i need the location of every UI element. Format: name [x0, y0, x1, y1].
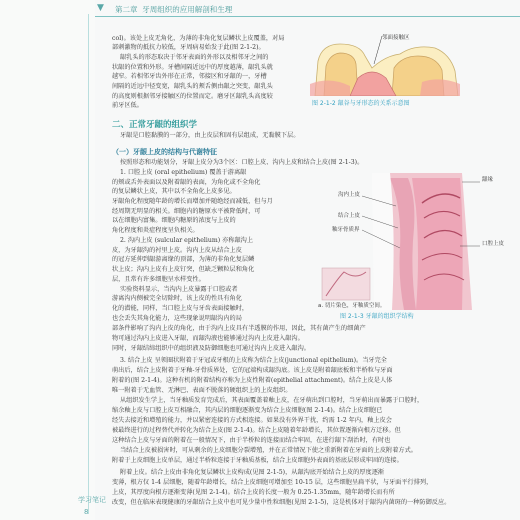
top-text-line: col)。该处上皮无角化，为薄的非角化复层鳞状上皮覆盖，对局 [112, 35, 285, 42]
oral-epithelium-line: 的颊或舌外表面以及附着龈的表面，为角化或不全角化 [112, 179, 261, 186]
junctional-epithelium-line: 3. 结合上皮 呈领圈状附着于牙冠或牙根的上皮称为结合上皮(junctional epithelium)。当牙完全 [120, 357, 387, 364]
oral-epithelium-line: 以在细胞内富集。细胞内糖原的浓度与上皮的 [112, 217, 236, 224]
histology-label: 沟内上皮 [338, 192, 361, 198]
attachment-line: 附着上皮。结合上皮由非角化复层鳞状上皮构成(见图 2-1-5)，从龈沟底开始结合上皮的厚度逐渐 [120, 469, 385, 476]
junctional-epithelium-line: 附着于上皮细胞上皮单层，通过半桥粒连接于牙釉质基板，结合上皮细胞外表面的基底层形成牢固的连接。 [112, 457, 403, 464]
junctional-epithelium-line: 被最终进行的过程替代并转化为结合上皮(图 2-1-4)。结合上皮随着年龄增长，其位置逐渐向根方迁移。但 [112, 427, 401, 434]
sulcular-epithelium-line: 化的潜能，同样，当口腔上皮与牙齿表面接触时， [112, 305, 249, 312]
chapter-number: 第二章 [115, 5, 138, 14]
contact-area-label: 邻面接触区 [382, 35, 410, 41]
oral-epithelium-line: 经周期无明显的相关。细胞内的糖原水平被降低时，可 [112, 208, 261, 215]
sulcular-epithelium-line: 物可通过沟内上皮进入牙龈，而龈沟液也能够通过沟内上皮进入龈沟。 [112, 335, 304, 342]
subsection-title: （一）牙龈上皮的结构与代谢特征 [112, 148, 217, 156]
paragraph-text: 按照形态和功能划分，牙龈上皮分为3个区：口腔上皮、沟内上皮和结合上皮(图 2-1-3)。 [120, 159, 364, 166]
figure-caption: 图 2-1-2 龈谷与牙形态的关系示意图 [312, 100, 410, 107]
attachment-line: 改变，但在临床表现健康的牙龈结合上皮中也可见少量中性粒细胞(见图 2-1-5)，这是机体对于龈沟内菌斑的一种防御反应。 [112, 499, 451, 506]
header-text [115, 4, 232, 15]
junctional-epithelium-line: 当结合上皮被损害时，可从剩余的上皮细胞分裂增殖，并在正常情况下使之重新附着在牙面的上皮附着方式。 [120, 447, 417, 454]
sulcular-epithelium-line: 2. 沟内上皮 (sulcular epithelium) 亦称龈沟上 [120, 237, 254, 244]
oral-epithelium-line: 的复层鳞状上皮，其中以不全角化上皮多见。 [112, 188, 236, 195]
margin-rule [88, 14, 89, 514]
figure-caption: 图 2-1-3 牙龈的组织学结构 [340, 313, 414, 320]
sulcular-epithelium-line: 也会丢失其角化能力，这些现象说明龈沟内的局 [112, 315, 242, 322]
top-text-line: 越窄。若相邻牙齿外形在正常，邻接区和牙龈的一，牙槽 [112, 73, 267, 80]
junctional-epithelium-line: 附着的(图 2-1-4)。这种有机的附着结构亦称为上皮性附着(epithelial attachment)。结合上皮是人体 [112, 377, 393, 384]
study-notes-label: 学习笔记 [78, 496, 106, 504]
junctional-epithelium-line: 唯一附着于无血管、无淋巴、表面不脱落的硬组织上的上皮组织。 [112, 387, 292, 394]
oral-epithelium-line: 牙龈角化程度随年龄的增长而增加并随绝经而减低，但与月 [112, 198, 273, 205]
paragraph-text: 同时，牙龈结缔组织中的组织液及防御细胞也可通过沟内上皮进入龈沟。 [112, 345, 310, 352]
sulcular-epithelium-line: 层，且常有许多细胞呈水样变性。 [112, 276, 205, 283]
sulcular-epithelium-line: 状上皮；沟内上皮有上皮钉突，但缺乏颗粒层和角化 [112, 266, 255, 273]
running-header [95, 0, 520, 18]
oral-epithelium-line: 1. 口腔上皮 (oral epithelium) 覆盖于游离龈 [120, 169, 247, 176]
top-text-line: 的高度则根据邻牙接触区的位置而定。磨牙区龈乳头高度较 [112, 93, 273, 100]
sulcular-epithelium-line: 的冠方延伸到龈游离缘的顶部，为薄的非角化复层鳞 [112, 256, 255, 263]
attachment-line: 上皮，其厚度向根方逐渐变薄(见图 2-1-4)。结合上皮的长度一般为 0.25-1.35mm，随年龄增长而有所 [112, 489, 395, 496]
header-mark-icon: ▼ [97, 3, 104, 13]
junctional-epithelium-line: 从组织发生学上，当牙釉质发育完成后，其表面覆盖着釉上皮，在牙萌出到口腔时，当牙萌出而暴露于口腔时， [120, 397, 424, 404]
margin-strip [0, 0, 95, 520]
sulcular-epithelium-line: 部条件影响了沟内上皮的角化，由于沟内上皮具有半透膜的作用，因此，其有菌产生的细菌产 [112, 325, 366, 332]
top-text-line: 间隔的近远中径变宽，龈乳头的颊舌侧由龈之突变，龈乳头 [112, 83, 273, 90]
intro-text: 牙龈是口腔黏膜的一部分，由上皮层和固有层组成，无黏膜下层。 [120, 132, 300, 139]
oral-epithelium-line: 角化程度和炎症程度呈负相关。 [112, 227, 199, 234]
page-number: 8 [84, 508, 89, 516]
attachment-line: 变薄，根方仅 1-4 层细胞，随着年龄增长，结合上皮细胞可增加至 10-15 层，这些细胞呈扁平状，与牙面平行排列， [112, 479, 433, 486]
junctional-epithelium-line: 缩余釉上皮与口腔上皮互相融合，其内层的细胞逐渐变为结合上皮细胞(图 2-1-4)。结合上皮细胞已 [112, 407, 383, 414]
section-title: 二、正常牙龈的组织学 [112, 120, 198, 130]
histology-label: 龈缘 [482, 177, 494, 183]
sulcular-epithelium-line: 游离沟内侧被完全切除时，该上皮的性具有角化 [112, 295, 242, 302]
histology-label: 釉牙骨质界 [332, 227, 360, 233]
histology-label: 结合上皮 [338, 213, 361, 219]
chapter-title: 牙周组织的应用解剖和生理 [142, 5, 233, 14]
top-text-line: 龈乳头的形态取决于邻牙表面的外形以及相邻牙之间的 [120, 54, 269, 61]
histology-label: 口腔上皮 [482, 241, 505, 247]
junctional-epithelium-line: 这种结合上皮与牙面的附着在一般情况下，由于半桥粒的连接而结合牢固，在进行龈下刮治时，有时也 [112, 437, 391, 444]
sulcular-epithelium-line: 皮，为牙龈沟的衬里上皮。沟内上皮从结合上皮 [112, 247, 242, 254]
inset-caption: a. 切片染色，牙釉质空间。 [318, 303, 386, 309]
top-text-line: 状龈的位置和外形。牙槽间隔近远中的厚度越薄，龈乳头就 [112, 64, 273, 71]
header-rule [95, 16, 520, 17]
junctional-epithelium-line: 萌出后，结合上皮附着于牙釉-牙骨质界处，它的冠端构成龈沟底。该上皮是附着龈底板和半桥粒与牙面 [112, 367, 393, 374]
top-text-line: 部刺激物的抵抗力较低，牙周病易始发于此(图 2-1-2)。 [112, 44, 265, 51]
top-text-line: 前牙区低。 [112, 102, 143, 109]
sulcular-epithelium-line: 实验资料显示，当沟内上皮暴露于口腔或者 [120, 286, 238, 293]
junctional-epithelium-line: 经失去接近和增殖的能力，并以紧密连接的方式相连接。如果没有外界干扰，约需 1-2 年内，釉上皮会 [112, 417, 392, 424]
